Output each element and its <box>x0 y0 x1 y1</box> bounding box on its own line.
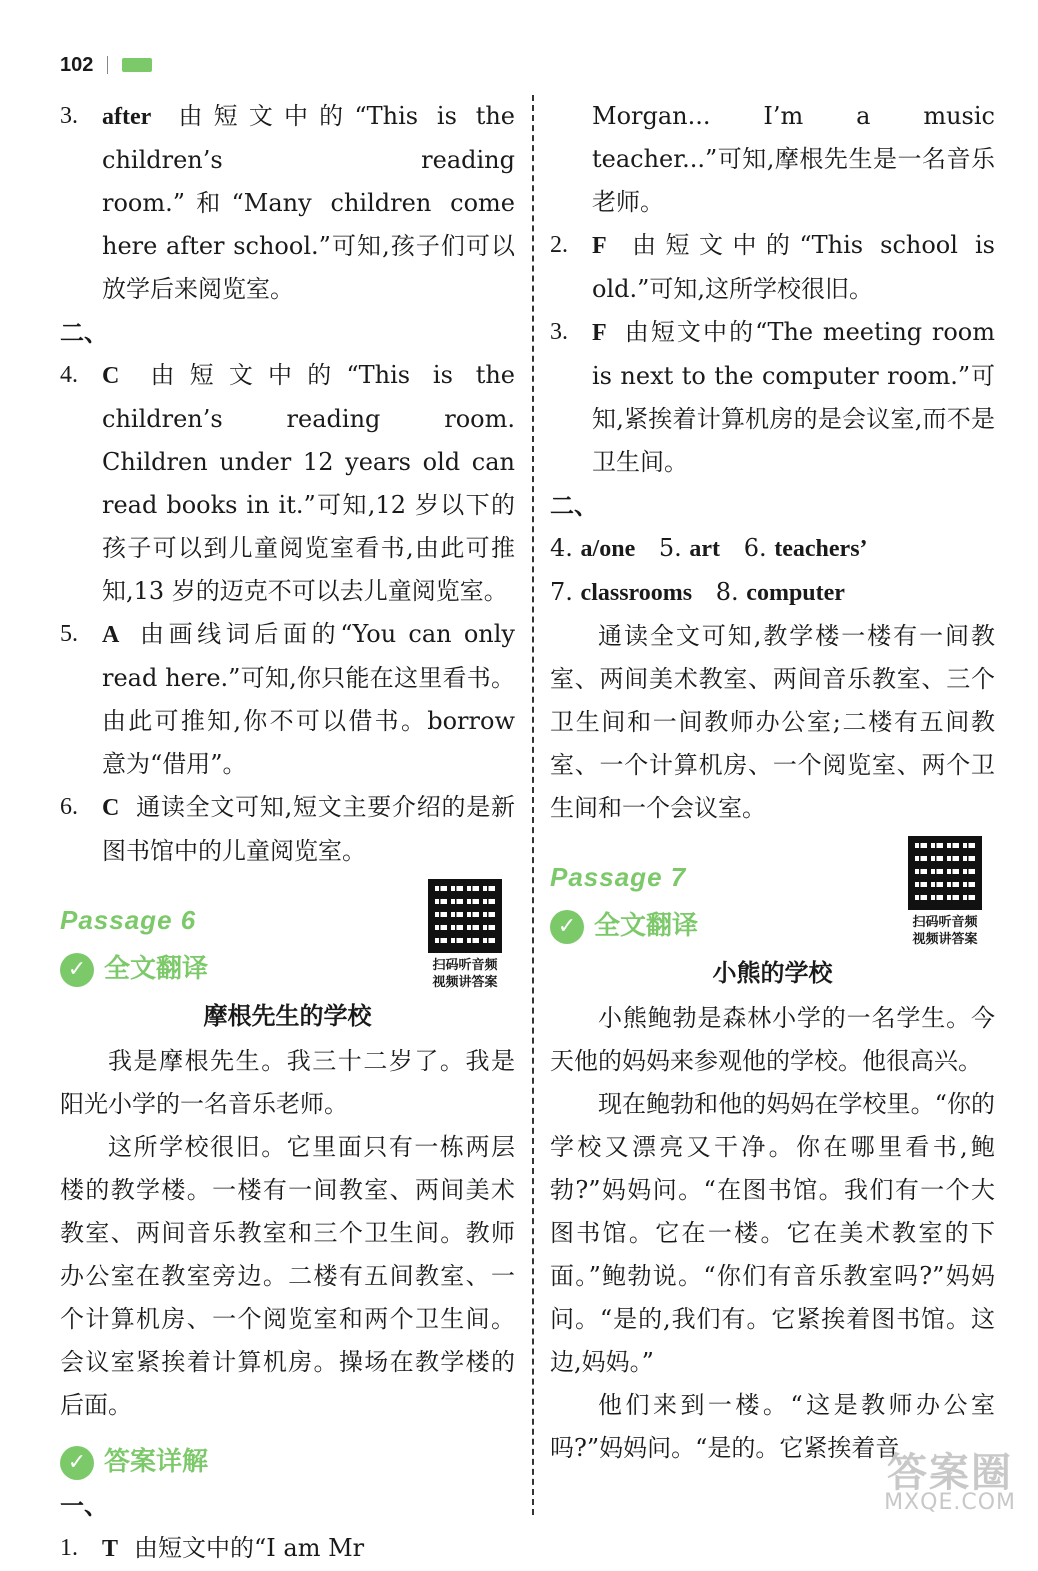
left-column <box>60 95 515 1571</box>
item-number: 3. <box>60 103 78 129</box>
qr-code-icon[interactable] <box>908 836 982 910</box>
answer-item-5 <box>60 613 515 786</box>
qr-caption-line-1: 扫码听音频 <box>432 958 498 973</box>
section-heading: 二、 <box>550 491 598 520</box>
item-number: 5. <box>60 621 78 647</box>
item-answer: F <box>592 233 607 259</box>
translation-label: 全文翻译 <box>594 911 699 941</box>
item-answer: T <box>102 1536 119 1562</box>
translation-label: 全文翻译 <box>104 954 209 984</box>
item-answer: A <box>102 622 120 648</box>
check-icon: ✓ <box>550 910 584 944</box>
section-heading: 一、 <box>60 1491 108 1520</box>
answer-item-6 <box>60 786 515 873</box>
story-paragraph: 他们来到一楼。“这是教师办公室吗?”妈妈问。“是的。它紧挨着音 <box>550 1391 995 1462</box>
passage-label: Passage 7 <box>550 862 687 892</box>
fill-number: 6. <box>743 534 767 562</box>
qr-caption-line-1: 扫码听音频 <box>912 915 978 930</box>
continued-explanation: Morgan... I’m a music teacher...”可知,摩根先生是一名音乐老师。 <box>592 102 995 216</box>
answer-item-1 <box>60 1527 515 1571</box>
story-paragraph: 我是摩根先生。我三十二岁了。我是阳光小学的一名音乐老师。 <box>60 1047 515 1118</box>
summary-paragraph: 通读全文可知,教学楼一楼有一间教室、两间美术教室、两间音乐教室、三个卫生间和一间教师办公室;二楼有五间教室、一个计算机房、一个阅览室、两个卫生间和一个会议室。 <box>550 622 995 822</box>
fill-answer: teachers’ <box>774 536 868 562</box>
item-explanation: 由画线词后面的“You can only read here.”可知,你只能在这里看书。由此可推知,你不可以借书。borrow 意为“借用”。 <box>102 620 515 778</box>
item-explanation: 由短文中的“I am Mr <box>134 1534 365 1562</box>
item-answer: C <box>102 795 120 821</box>
fill-number: 4. <box>550 534 573 562</box>
right-column <box>550 95 995 1470</box>
item-explanation: 由短文中的“The meeting room is next to the computer room.”可知,紧挨着计算机房的是会议室,而不是卫生间。 <box>592 318 995 476</box>
watermark-url: MXQE.COM <box>884 1490 1016 1515</box>
answer-item-3 <box>550 311 995 484</box>
answers-label: 答案详解 <box>104 1447 209 1477</box>
fill-answers-line-1 <box>550 527 995 571</box>
item-explanation: 由短文中的“This school is old.”可知,这所学校很旧。 <box>592 231 995 303</box>
item-answer: F <box>592 320 607 346</box>
qr-block <box>895 836 995 948</box>
page-number: 102 <box>60 53 94 76</box>
qr-code-icon[interactable] <box>428 879 502 953</box>
answer-item-3 <box>60 95 515 311</box>
page-header <box>60 50 152 80</box>
header-divider <box>107 56 108 74</box>
header-tag <box>122 58 152 72</box>
item-explanation: 由短文中的“This is the children’s reading room.”和“Many children come here after school.”可知,孩子们可以放学后来阅览室。 <box>102 102 515 303</box>
qr-caption-line-2: 视频讲答案 <box>912 932 978 947</box>
item-number: 2. <box>550 232 568 258</box>
item-answer: C <box>102 363 120 389</box>
item-number: 3. <box>550 319 568 345</box>
passage-6-header <box>60 879 515 991</box>
item-number: 4. <box>60 362 78 388</box>
passage-7-header <box>550 836 995 948</box>
watermark <box>884 1450 1016 1518</box>
item-number: 1. <box>60 1535 78 1561</box>
item-explanation: 通读全文可知,短文主要介绍的是新图书馆中的儿童阅览室。 <box>102 793 515 865</box>
answer-item-4 <box>60 354 515 613</box>
check-icon: ✓ <box>60 1446 94 1480</box>
column-divider <box>532 95 534 1515</box>
story-paragraph: 这所学校很旧。它里面只有一栋两层楼的教学楼。一楼有一间教室、两间美术教室、两间音乐教室和三个卫生间。教师办公室在教室旁边。二楼有五间教室、一个计算机房、一个阅览室和两个卫生间。会议室紧挨着计算机房。操场在教学楼的后面。 <box>60 1133 515 1419</box>
answer-item-2 <box>550 224 995 311</box>
item-number: 6. <box>60 794 78 820</box>
check-icon: ✓ <box>60 953 94 987</box>
item-answer: after <box>102 104 152 130</box>
translation-badge <box>550 905 698 948</box>
fill-answer: computer <box>746 580 845 606</box>
translation-badge <box>60 948 208 991</box>
story-paragraph: 现在鲍勃和他的妈妈在学校里。“你的学校又漂亮又干净。你在哪里看书,鲍勃?”妈妈问。“在图书馆。我们有一个大图书馆。它在一楼。它在美术教室的下面。”鲍勃说。“你们有音乐教室吗?”妈妈问。“是的,我们有。它紧挨着图书馆。这边,妈妈。” <box>550 1090 995 1376</box>
story-title: 小熊的学校 <box>712 959 833 987</box>
qr-block <box>415 879 515 991</box>
answers-badge <box>60 1441 515 1484</box>
fill-number: 8. <box>715 578 739 606</box>
passage-label: Passage 6 <box>60 905 197 935</box>
fill-answer: classrooms <box>580 580 693 606</box>
watermark-logo-text: 答案圈 <box>887 1450 1014 1496</box>
story-paragraph: 小熊鲍勃是森林小学的一名学生。今天他的妈妈来参观他的学校。他很高兴。 <box>550 1004 995 1075</box>
fill-answer: art <box>689 536 721 562</box>
story-title: 摩根先生的学校 <box>203 1002 372 1030</box>
fill-number: 7. <box>550 578 573 606</box>
item-explanation: 由短文中的“This is the children’s reading room. Children under 12 years old can read books in it.”可知,12 岁以下的孩子可以到儿童阅览室看书,由此可推知,13 岁的迈克不可以去儿童阅览室。 <box>102 361 515 605</box>
fill-number: 5. <box>658 534 682 562</box>
section-heading: 二、 <box>60 318 108 347</box>
fill-answer: a/one <box>580 536 636 562</box>
fill-answers-line-2 <box>550 571 995 615</box>
qr-caption-line-2: 视频讲答案 <box>432 975 498 990</box>
